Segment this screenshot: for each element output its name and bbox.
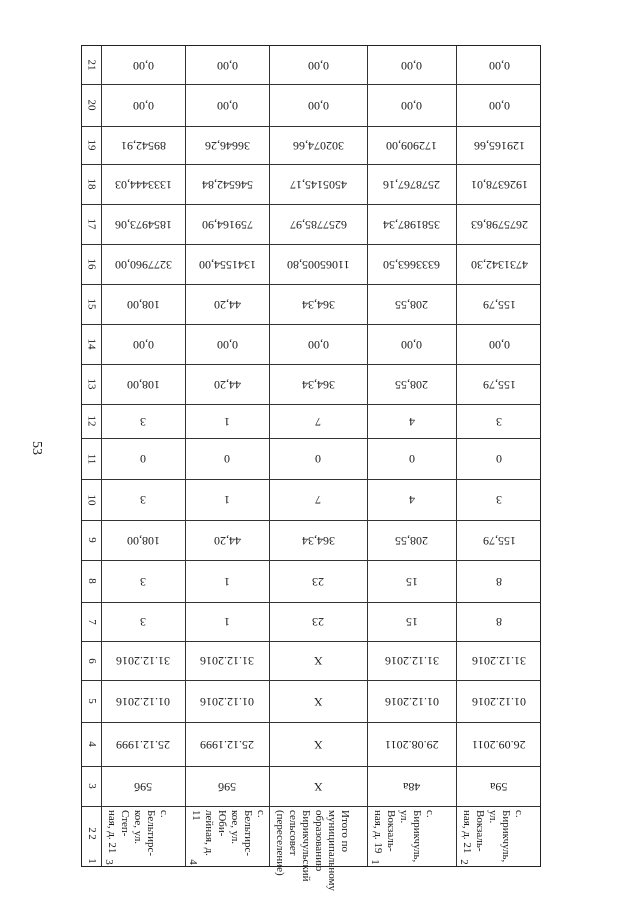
cell-value: 208,55 bbox=[395, 297, 428, 312]
table-cell bbox=[269, 520, 367, 560]
cell-value: X bbox=[313, 779, 323, 794]
table-cell bbox=[101, 680, 185, 722]
cell-value: 25.12.1999 bbox=[200, 737, 254, 752]
cell-value: 4 bbox=[408, 493, 415, 507]
cell-value: 0,00 bbox=[132, 58, 154, 73]
table-cell bbox=[456, 520, 542, 560]
cell-value: 25.12.1999 bbox=[116, 737, 170, 752]
cell-value: 0,00 bbox=[132, 98, 154, 113]
cell-value: 0,00 bbox=[401, 337, 422, 352]
header-column-number bbox=[82, 244, 101, 284]
cell-value: 4731342,30 bbox=[470, 257, 528, 272]
address-cell: с. Бирикчуль, ул. Вокзаль- ная, д. 21 bbox=[461, 810, 525, 863]
header-label: 15 bbox=[85, 298, 98, 310]
table-cell bbox=[269, 722, 367, 766]
table-cell bbox=[367, 766, 456, 806]
cell-value: 3 bbox=[140, 493, 146, 507]
table-cell bbox=[101, 244, 185, 284]
cell-value: 01.12.2016 bbox=[384, 694, 439, 709]
table-cell bbox=[367, 438, 456, 479]
cell-value: 108,00 bbox=[126, 533, 160, 548]
cell-value: 4 bbox=[408, 414, 415, 429]
cell-value: 7 bbox=[315, 493, 321, 507]
table-cell bbox=[185, 204, 269, 244]
cell-value: 1926378,01 bbox=[470, 177, 528, 192]
cell-value: 31.12.2016 bbox=[384, 654, 439, 668]
cell-value: 4505145,17 bbox=[289, 177, 347, 192]
table-cell bbox=[367, 641, 456, 680]
table-cell bbox=[269, 560, 367, 602]
table-cell bbox=[456, 164, 542, 204]
table-cell bbox=[101, 364, 185, 404]
table-cell bbox=[456, 204, 542, 244]
table-cell bbox=[367, 164, 456, 204]
table-cell bbox=[185, 46, 269, 84]
cell-value: 0,00 bbox=[216, 98, 238, 113]
table-cell bbox=[101, 722, 185, 766]
header-label: 2 bbox=[85, 827, 98, 833]
table-cell bbox=[185, 479, 269, 520]
cell-value: 546542,84 bbox=[201, 177, 253, 192]
table-cell bbox=[185, 520, 269, 560]
cell-value: 59б bbox=[217, 779, 237, 794]
table-cell bbox=[101, 479, 185, 520]
cell-value: 155,79 bbox=[482, 297, 516, 312]
cell-value: 11065005,80 bbox=[286, 257, 350, 272]
table-cell bbox=[185, 84, 269, 126]
table-cell bbox=[101, 438, 185, 479]
cell-value: 15 bbox=[405, 615, 418, 629]
table-cell bbox=[185, 404, 269, 438]
table-cell bbox=[269, 324, 367, 364]
table-cell bbox=[456, 284, 542, 324]
cell-value: 364,34 bbox=[301, 533, 335, 548]
table-cell bbox=[456, 641, 542, 680]
table-cell bbox=[269, 438, 367, 479]
cell-value: 129165,66 bbox=[473, 138, 525, 153]
cell-value: 172909,00 bbox=[386, 138, 437, 153]
cell-value: 0 bbox=[140, 452, 146, 466]
header-label: 21 bbox=[85, 59, 98, 71]
table-cell bbox=[185, 126, 269, 164]
table-cell bbox=[269, 84, 367, 126]
cell-value: 208,55 bbox=[395, 533, 428, 548]
cell-value: 8 bbox=[496, 574, 502, 589]
header-label: 8 bbox=[85, 578, 98, 584]
cell-value: 1 bbox=[224, 414, 230, 429]
table-cell bbox=[367, 479, 456, 520]
cell-value: 364,34 bbox=[301, 297, 335, 312]
table-cell bbox=[101, 46, 185, 84]
table-cell bbox=[269, 641, 367, 680]
table-cell bbox=[367, 324, 456, 364]
table-cell bbox=[367, 364, 456, 404]
table-cell bbox=[367, 520, 456, 560]
cell-value: 3 bbox=[140, 615, 146, 629]
cell-value: 0 bbox=[408, 452, 415, 466]
cell-value: 23 bbox=[312, 574, 324, 589]
table-cell bbox=[367, 244, 456, 284]
cell-value: 1 bbox=[224, 615, 230, 629]
table-cell bbox=[367, 204, 456, 244]
cell-value: 31.12.2016 bbox=[200, 654, 254, 668]
table-cell bbox=[269, 244, 367, 284]
table-cell bbox=[185, 284, 269, 324]
table-cell bbox=[269, 602, 367, 641]
cell-value: 1854973,06 bbox=[114, 217, 172, 232]
table-cell bbox=[456, 84, 542, 126]
header-label: 7 bbox=[85, 618, 98, 625]
cell-value: 31.12.2016 bbox=[472, 654, 526, 668]
header-label: 14 bbox=[85, 338, 98, 350]
header-column-number bbox=[82, 164, 101, 204]
table-cell bbox=[101, 284, 185, 324]
table-cell bbox=[456, 126, 542, 164]
header-column-number bbox=[82, 479, 101, 520]
table-cell bbox=[456, 766, 542, 806]
cell-value: 89542,91 bbox=[120, 138, 166, 153]
cell-value: 155,79 bbox=[482, 533, 516, 548]
cell-value: X bbox=[313, 737, 323, 752]
row-divider bbox=[82, 806, 540, 807]
table-cell bbox=[456, 602, 542, 641]
cell-value: X bbox=[313, 694, 323, 709]
cell-value: 108,00 bbox=[126, 377, 160, 392]
table-cell bbox=[367, 284, 456, 324]
cell-value: 0,00 bbox=[216, 337, 238, 352]
row-number: 1 bbox=[368, 859, 381, 865]
cell-value: 3 bbox=[140, 414, 146, 429]
cell-value: 0,00 bbox=[216, 58, 238, 73]
cell-value: 364,34 bbox=[301, 377, 335, 392]
cell-value: 01.12.2016 bbox=[200, 694, 254, 709]
header-column-number bbox=[82, 806, 101, 854]
header-label: 12 bbox=[85, 415, 98, 427]
table-cell bbox=[456, 722, 542, 766]
header-label: 3 bbox=[85, 783, 98, 789]
cell-value: 59б bbox=[133, 779, 153, 794]
header-column-number bbox=[82, 438, 101, 479]
cell-value: 0,00 bbox=[307, 98, 329, 113]
table-cell bbox=[456, 324, 542, 364]
cell-value: 6333663,50 bbox=[383, 257, 440, 272]
cell-value: X bbox=[313, 654, 323, 668]
cell-value: 0 bbox=[496, 452, 502, 466]
cell-value: 48а bbox=[402, 779, 421, 794]
table-cell bbox=[185, 324, 269, 364]
cell-value: 3 bbox=[496, 493, 502, 507]
cell-value: 759164,90 bbox=[201, 217, 253, 232]
header-label: 20 bbox=[85, 99, 98, 111]
table-cell bbox=[101, 204, 185, 244]
table-cell bbox=[101, 84, 185, 126]
cell-value: 302074,66 bbox=[292, 138, 344, 153]
header-column-number bbox=[82, 364, 101, 404]
cell-value: 0,00 bbox=[488, 98, 510, 113]
table-cell bbox=[185, 766, 269, 806]
cell-value: 44,20 bbox=[213, 377, 241, 392]
table-cell bbox=[269, 164, 367, 204]
table-cell bbox=[269, 766, 367, 806]
table-cell bbox=[367, 602, 456, 641]
table-cell bbox=[269, 126, 367, 164]
cell-value: 23 bbox=[312, 615, 324, 629]
header-label: 4 bbox=[85, 741, 98, 747]
cell-value: 1 bbox=[224, 574, 230, 589]
row-number: 3 bbox=[102, 859, 115, 865]
header-column-number bbox=[82, 560, 101, 602]
table-cell bbox=[456, 244, 542, 284]
table-cell bbox=[367, 84, 456, 126]
table-cell bbox=[101, 404, 185, 438]
cell-value: 3581987,34 bbox=[383, 217, 440, 232]
header-column-number bbox=[82, 84, 101, 126]
table-cell bbox=[185, 438, 269, 479]
header-column-number bbox=[82, 766, 101, 806]
table-cell bbox=[269, 680, 367, 722]
table-cell bbox=[367, 560, 456, 602]
cell-value: 26.09.2011 bbox=[472, 737, 526, 752]
table-cell bbox=[185, 364, 269, 404]
table-cell bbox=[456, 560, 542, 602]
header-label: 2 bbox=[85, 834, 98, 840]
table-cell bbox=[185, 680, 269, 722]
cell-value: 0,00 bbox=[488, 337, 510, 352]
header-column-number bbox=[82, 854, 101, 868]
cell-value: 29.08.2011 bbox=[384, 737, 439, 752]
cell-value: 3277960,00 bbox=[114, 257, 172, 272]
table-cell bbox=[367, 722, 456, 766]
table-cell bbox=[269, 204, 367, 244]
cell-value: 0,00 bbox=[488, 58, 510, 73]
table-cell bbox=[367, 680, 456, 722]
header-label: 6 bbox=[85, 657, 98, 664]
table-cell bbox=[101, 560, 185, 602]
header-column-number bbox=[82, 46, 101, 84]
table-cell bbox=[456, 438, 542, 479]
cell-value: 3 bbox=[140, 574, 146, 589]
row-number: 2 bbox=[457, 859, 470, 865]
header-label: 9 bbox=[85, 537, 98, 543]
cell-value: 0,00 bbox=[132, 337, 154, 352]
table-cell bbox=[101, 641, 185, 680]
table-cell bbox=[367, 404, 456, 438]
cell-value: 59а bbox=[490, 779, 508, 794]
table-cell bbox=[101, 164, 185, 204]
table-cell bbox=[101, 602, 185, 641]
cell-value: 01.12.2016 bbox=[472, 694, 526, 709]
table-cell bbox=[185, 560, 269, 602]
header-column-number bbox=[82, 284, 101, 324]
table-cell bbox=[269, 364, 367, 404]
cell-value: 0,00 bbox=[307, 58, 329, 73]
table-cell bbox=[101, 324, 185, 364]
table-cell bbox=[456, 479, 542, 520]
header-column-number bbox=[82, 404, 101, 438]
page-number: 53 bbox=[29, 441, 44, 455]
header-column-number bbox=[82, 680, 101, 722]
cell-value: 36646,26 bbox=[204, 138, 250, 153]
header-column-number bbox=[82, 602, 101, 641]
header-label: 16 bbox=[85, 258, 98, 270]
header-label: 18 bbox=[85, 178, 98, 190]
header-column-number bbox=[82, 204, 101, 244]
table-cell bbox=[367, 46, 456, 84]
table-cell bbox=[185, 722, 269, 766]
cell-value: 0,00 bbox=[401, 98, 422, 113]
cell-value: 01.12.2016 bbox=[116, 694, 170, 709]
cell-value: 108,00 bbox=[126, 297, 160, 312]
address-cell: с. Бельтирс- кое, ул. Степ- ная, д. 21 bbox=[106, 810, 170, 857]
header-column-number bbox=[82, 520, 101, 560]
table-cell bbox=[101, 126, 185, 164]
table-cell bbox=[367, 126, 456, 164]
cell-value: 0,00 bbox=[307, 337, 329, 352]
table-cell bbox=[269, 479, 367, 520]
cell-value: 15 bbox=[405, 574, 418, 589]
table-cell bbox=[269, 284, 367, 324]
cell-value: 6257785,97 bbox=[289, 217, 347, 232]
cell-value: 7 bbox=[315, 414, 321, 429]
cell-value: 3 bbox=[496, 414, 502, 429]
row-number: 4 bbox=[186, 859, 199, 865]
table-cell bbox=[269, 46, 367, 84]
header-label: 17 bbox=[85, 218, 98, 230]
header-label: 19 bbox=[85, 139, 98, 151]
table-cell bbox=[456, 364, 542, 404]
cell-value: 44,20 bbox=[213, 297, 241, 312]
cell-value: 208,55 bbox=[395, 377, 428, 392]
header-label: 11 bbox=[85, 453, 98, 464]
header-column-number bbox=[82, 324, 101, 364]
cell-value: 8 bbox=[496, 615, 502, 629]
cell-value: 1 bbox=[224, 493, 230, 507]
address-cell: с. Бельтирс- кое, ул. Юби- лейная, д. 11 bbox=[190, 810, 267, 857]
header-label: 1 bbox=[85, 858, 98, 864]
cell-value: 0 bbox=[315, 452, 321, 466]
table-cell bbox=[456, 46, 542, 84]
table-cell bbox=[185, 641, 269, 680]
address-cell: с. Бирикчуль, ул. Вокзаль- ная, д. 19 bbox=[372, 810, 436, 863]
address-cell: Итого по муниципальному образованию Бирикчульский сельсовет (переселение) bbox=[274, 810, 351, 892]
table-cell bbox=[185, 164, 269, 204]
table-cell bbox=[101, 766, 185, 806]
cell-value: 0,00 bbox=[401, 58, 422, 73]
table-cell bbox=[456, 404, 542, 438]
cell-value: 2675798,63 bbox=[470, 217, 528, 232]
cell-value: 2578767,16 bbox=[383, 177, 440, 192]
cell-value: 1341554,00 bbox=[198, 257, 256, 272]
header-label: 5 bbox=[85, 698, 98, 704]
cell-value: 1333444,03 bbox=[114, 177, 172, 192]
header-column-number bbox=[82, 126, 101, 164]
header-column-number bbox=[82, 641, 101, 680]
table-cell bbox=[456, 680, 542, 722]
cell-value: 155,79 bbox=[482, 377, 516, 392]
header-label: 13 bbox=[85, 378, 98, 390]
cell-value: 31.12.2016 bbox=[116, 654, 170, 668]
table-cell bbox=[185, 602, 269, 641]
cell-value: 0 bbox=[224, 452, 230, 466]
header-label: 10 bbox=[85, 494, 98, 505]
data-table bbox=[81, 45, 541, 892]
table-cell bbox=[185, 244, 269, 284]
header-column-number bbox=[82, 722, 101, 766]
table-cell bbox=[269, 404, 367, 438]
cell-value: 44,20 bbox=[213, 533, 241, 548]
table-cell bbox=[101, 520, 185, 560]
